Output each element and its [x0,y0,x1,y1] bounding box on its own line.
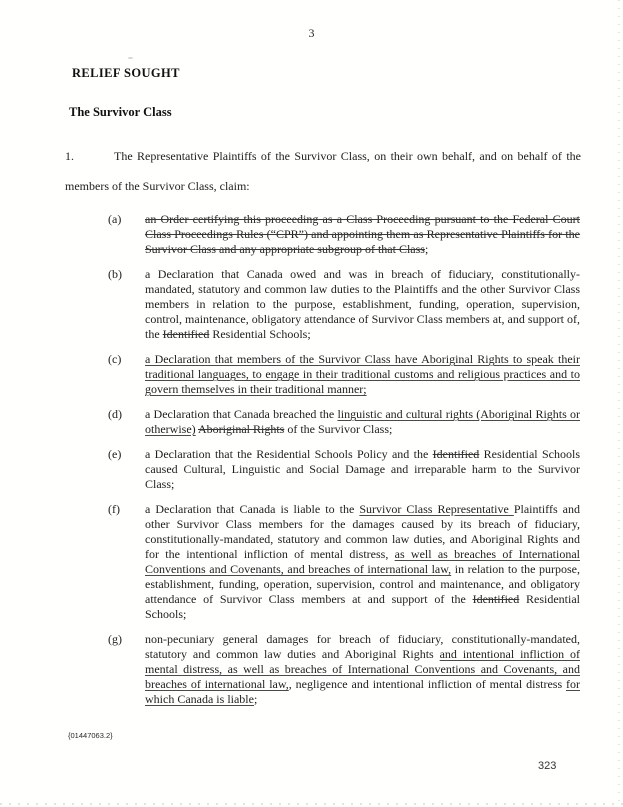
claim-segment-normal: ; [424,242,429,256]
claim-segment-underline: Survivor Class Representative [359,502,514,516]
claim-text [145,212,580,257]
claim-segment-underline: for which Canada is liable [145,677,580,706]
claim-segment-normal: of the Survivor Class; [284,422,393,436]
claim-item [108,352,580,397]
claim-segment-normal: , negligence and intentional infliction of mental distress [288,677,566,691]
scan-speck-artifact [128,57,133,59]
claim-label: (b) [108,267,122,281]
claim-text [145,502,580,622]
claim-segment-underline: linguistic and cultural rights (Aboriginal Rights or otherwise) [145,407,580,436]
scan-edge-right-artifact [618,0,620,807]
scan-edge-bottom-artifact [0,803,623,805]
claim-segment-normal: ; [253,692,258,706]
claim-text [145,447,580,492]
claim-label: (a) [108,212,122,226]
top-page-number: 3 [308,26,315,40]
claim-segment-strike: Identified [162,327,210,341]
heading-survivor-class: The Survivor Class [69,105,172,119]
claim-label: (d) [108,407,122,421]
claim-text [145,407,580,437]
claim-segment-strike: an Order certifying this proceeding as a Class Proceeding pursuant to the Federal Court Class Proceedings Rules (“CPR”) and appointing them as Representative Plaintiffs for the Survivor Class and any appropriate subgroup of that Class [145,212,580,256]
claim-segment-normal: Residential Schools caused Cultural, Linguistic and Social Damage and irreparable harm to the Survivor Class; [145,447,580,491]
claim-segment-strike: Identified [432,447,480,461]
claim-segment-normal: Plaintiffs and other Survivor Class members for the damages caused by its breach of fiduciary, constitutionally-mandated, statutory and common law duties, and Aboriginal Rights and for the intentional infliction of mental distress, [145,502,580,561]
claim-label: (c) [108,352,122,366]
claim-segment-underline: and intentional infliction of mental distress, as well as breaches of International Conventions and Covenants, and breaches of international law, [145,647,580,691]
claim-item [108,632,580,707]
claim-segment-strike: Identified [472,592,520,606]
claim-label: (g) [108,632,122,646]
claim-segment-normal: a Declaration that Canada breached the [145,407,338,421]
claim-item [108,267,580,342]
claim-text [145,267,580,342]
claims-list [108,212,580,717]
claim-item [108,212,580,257]
claim-item [108,447,580,492]
claim-item [108,502,580,622]
claim-segment-normal: a Declaration that Canada is liable to the [145,502,360,516]
claim-text [145,632,580,707]
heading-relief-sought: RELIEF SOUGHT [72,66,180,80]
paragraph-1-number: 1. [65,149,74,163]
bottom-page-number: 323 [538,760,557,772]
claim-segment-strike: Aboriginal Rights [198,422,285,436]
claim-segment-normal: Residential Schools; [209,327,311,341]
claim-segment-underline: a Declaration that members of the Survivor Class have Aboriginal Rights to speak their traditional languages, to engage in their traditional customs and religious practices and to govern themselves in their traditional manner; [145,352,580,396]
claim-text [145,352,580,397]
claim-label: (e) [108,447,122,461]
claim-item [108,407,580,437]
claim-segment-normal: Residential Schools; [145,592,580,621]
claim-segment-normal: a Declaration that Canada owed and was in breach of fiduciary, constitutionally-mandated, statutory and common law duties to the Plaintiffs and the other Survivor Class members in relation to the purpose, establishment, funding, operation, supervision, control, maintenance, obligatory attendance of Survivor Class members at, and support of, the [145,267,580,341]
paragraph-1 [65,141,581,201]
claim-segment-normal: in relation to the purpose, establishment, funding, operation, supervision, control and maintenance, and obligatory attendance of Survivor Class members at and support of the [145,562,580,606]
claim-label: (f) [108,502,120,516]
claim-segment-underline: as well as breaches of International Conventions and Covenants, and breaches of international law, [145,547,580,576]
paragraph-1-text: The Representative Plaintiffs of the Survivor Class, on their own behalf, and on behalf of the members of the Survivor Class, claim: [65,149,581,193]
footer-document-reference: {01447063.2} [68,731,113,740]
claim-segment-normal: non-pecuniary general damages for breach of fiduciary, constitutionally-mandated, statutory and common law duties and Aboriginal Rights [145,632,580,661]
claim-segment-normal: a Declaration that the Residential Schools Policy and the [145,447,433,461]
